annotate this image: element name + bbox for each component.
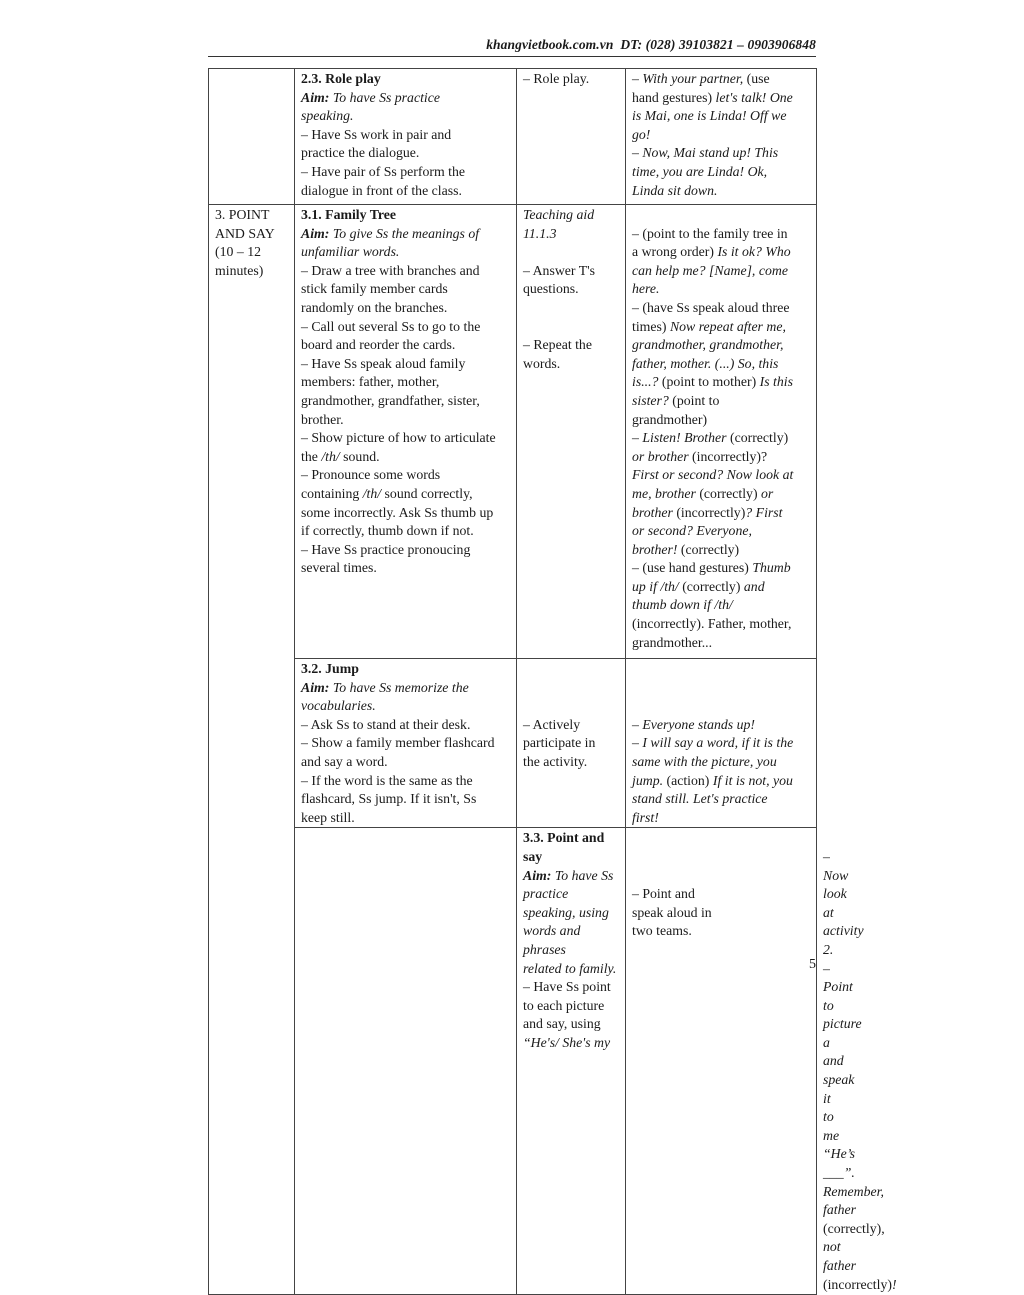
header-phone: DT: (028) 39103821 – 0903906848 [620, 37, 816, 52]
step-line: – Have Ss work in pair and [301, 126, 452, 142]
teacher-line: or brother [632, 448, 689, 464]
step-line: sound. [339, 448, 380, 464]
step-line: – Draw a tree with branches and [301, 262, 480, 278]
teacher-line: (correctly) [677, 541, 740, 557]
step-line: stick family member cards [301, 281, 448, 297]
teacher-line: is...? [632, 374, 659, 390]
table-row-point-and-say: 3.3. Point and say Aim: To have Ss practice speaking, using words and phrases related to family. – Have Ss point to each picture and say, using “He's/ She's my – Point and speak aloud in two teams. – Now look at activity 2. – Point to picture a and speak it to me “He’s ___”. Remember, father (correctly), not father (incorrectly)! [209, 828, 817, 1295]
teacher-line: (correctly) [695, 485, 761, 501]
teacher-line: ? First [745, 504, 783, 520]
teacher-line: Is this [759, 374, 793, 390]
teacher-line: Is it ok? Who [717, 244, 791, 260]
student-cell [517, 69, 626, 205]
student-cell [626, 828, 817, 1295]
student-activity: the activity. [523, 753, 588, 769]
teaching-aid: Teaching aid [523, 207, 595, 222]
teacher-line: – (point to the family tree in [632, 225, 788, 241]
header-rule [208, 56, 816, 57]
teacher-line: can help me? [Name], come [632, 262, 788, 278]
teacher-line: (correctly) [678, 578, 744, 594]
step-line: – Ask Ss to stand at their desk. [301, 716, 471, 732]
lesson-plan-table [208, 68, 897, 1295]
student-cell [517, 659, 626, 828]
teacher-line: father, mother. (...) So, this [632, 355, 779, 371]
teacher-line: or [761, 485, 774, 501]
teacher-line: (action) [663, 772, 713, 788]
step-line: and say, using [523, 1016, 601, 1032]
teacher-line: Now repeat after me, [669, 318, 786, 334]
teacher-line: (incorrectly) [672, 504, 746, 520]
teacher-line: or second? Everyone, [632, 523, 752, 539]
aim-text: vocabularies. [301, 698, 376, 714]
student-activity: questions. [523, 281, 579, 297]
step-line: – If the word is the same as the [301, 772, 473, 788]
step-line: – Show a family member flashcard [301, 735, 495, 751]
step-line: the [301, 448, 322, 464]
step-line: sound correctly, [381, 485, 473, 501]
teacher-line: – With your partner, [632, 71, 744, 86]
aim-text: To have Ss practice [523, 867, 614, 902]
teacher-line: brother! [632, 541, 678, 557]
teacher-line: me, brother [632, 485, 696, 501]
student-activity: – Actively [523, 716, 581, 732]
teacher-line: brother [632, 504, 673, 520]
procedure-cell [295, 205, 517, 659]
teacher-line: and [743, 578, 765, 594]
student-activity: speak aloud in [632, 904, 712, 920]
teacher-line: go! [632, 126, 651, 142]
activity-title: 3.3. Point and say [523, 830, 605, 864]
step-line: grandmother, grandfather, sister, [301, 392, 480, 408]
step-line: – Have Ss speak aloud family [301, 355, 466, 371]
teacher-line: (use [743, 71, 770, 86]
student-activity: – Answer T's [523, 262, 595, 278]
step-line: members: father, mother, [301, 374, 440, 390]
stage-cell-empty [209, 69, 295, 205]
student-activity: words. [523, 355, 561, 371]
step-line: – Pronounce some words [301, 467, 441, 483]
teacher-line: Thumb [752, 560, 791, 576]
step-line: if correctly, thumb down if not. [301, 523, 474, 539]
activity-title: 2.3. Role play [301, 71, 381, 86]
step-line: randomly on the branches. [301, 299, 448, 315]
aim-text: To have Ss memorize the [329, 679, 469, 695]
teacher-line: a wrong order) [632, 244, 718, 260]
student-cell [517, 205, 626, 659]
aim-label: Aim: [301, 89, 330, 105]
aim-label: Aim: [301, 225, 330, 241]
step-line: practice the dialogue. [301, 145, 420, 161]
student-activity: participate in [523, 735, 596, 751]
teacher-cell [626, 205, 817, 659]
stage-name: AND SAY [215, 225, 275, 241]
teacher-line: (point to mother) [658, 374, 760, 390]
teacher-line: times) [632, 318, 670, 334]
teacher-line: – Everyone stands up! [632, 716, 755, 732]
teacher-line: – Now, Mai stand up! This [632, 145, 779, 161]
student-activity: – Point and [632, 886, 695, 902]
teacher-line: (point to [668, 392, 720, 408]
teacher-line: same with the picture, you [632, 753, 777, 769]
step-line: several times. [301, 560, 377, 576]
stage-name: 3. POINT [215, 207, 270, 222]
step-line: keep still. [301, 809, 355, 825]
stage-cell-empty [295, 828, 517, 1295]
step-line: – Have Ss point to each picture [523, 979, 611, 1013]
student-activity: – Repeat the [523, 337, 592, 353]
stage-duration: minutes) [215, 262, 264, 278]
teacher-line: If it is not, you [712, 772, 793, 788]
teacher-line: – Listen! Brother [632, 430, 727, 446]
teacher-line: (incorrectly)? [688, 448, 768, 464]
teacher-line: first! [632, 809, 659, 825]
procedure-cell [295, 659, 517, 828]
table-row-jump [209, 659, 817, 828]
step-line: flashcard, Ss jump. If it isn't, Ss [301, 791, 477, 807]
step-line: board and reorder the cards. [301, 337, 456, 353]
teacher-line: – (use hand gestures) [632, 560, 753, 576]
stage-cell [209, 205, 295, 1295]
teacher-cell [626, 69, 817, 205]
step-line: brother. [301, 411, 344, 427]
page-header [380, 37, 816, 53]
aim-text: speaking, using words and phrases [523, 904, 609, 957]
teacher-line: up if /th/ [632, 578, 679, 594]
step-line: /th/ [362, 485, 382, 501]
step-line: dialogue in front of the class. [301, 182, 462, 198]
procedure-cell [295, 69, 517, 205]
step-line: /th/ [321, 448, 340, 464]
teacher-line: (correctly) [726, 430, 789, 446]
teacher-line: First or second? Now look at [632, 467, 794, 483]
activity-title: 3.1. Family Tree [301, 207, 397, 222]
teacher-cell [626, 659, 817, 828]
teacher-line: is Mai, one is Linda! Off we [632, 108, 787, 124]
step-line: – Call out several Ss to go to the [301, 318, 481, 334]
step-line: “He's/ She's my [523, 1034, 611, 1050]
step-line: containing [301, 485, 363, 501]
aim-text: speaking. [301, 108, 354, 124]
step-line: and say a word. [301, 753, 388, 769]
page-number: 5 [809, 957, 816, 972]
teacher-line: jump. [632, 772, 664, 788]
teacher-line: sister? [632, 392, 669, 408]
step-line: some incorrectly. Ask Ss thumb up [301, 504, 494, 520]
activity-title: 3.2. Jump [301, 661, 359, 676]
aim-text: unfamiliar words. [301, 244, 400, 260]
stage-duration: (10 – 12 [215, 244, 261, 260]
teacher-line: (correctly), [823, 1220, 885, 1236]
step-line: – Have pair of Ss perform the [301, 163, 465, 179]
teacher-line: here. [632, 281, 660, 297]
teacher-line: grandmother) [632, 411, 708, 427]
step-line: – Have Ss practice pronoucing [301, 541, 471, 557]
teacher-line: – I will say a word, if it is the [632, 735, 794, 751]
teacher-line: Linda sit down. [632, 182, 718, 198]
teacher-line: not father [823, 1239, 856, 1273]
procedure-cell [517, 828, 626, 1295]
teacher-line: ! [891, 1276, 897, 1292]
teacher-line: – (have Ss speak aloud three [632, 299, 790, 315]
teacher-line: thumb down if /th/ [632, 597, 733, 613]
teacher-line: (incorrectly) [823, 1276, 892, 1292]
teacher-line: Remember, father [823, 1183, 884, 1218]
teacher-line: grandmother, grandmother, [632, 337, 784, 353]
aim-label: Aim: [301, 679, 330, 695]
teacher-line: (incorrectly). Father, mother, [632, 616, 792, 632]
teacher-line: time, you are Linda! Ok, [632, 163, 768, 179]
header-site: khangvietbook.com.vn [486, 37, 614, 52]
teaching-aid-code: 11.1.3 [523, 225, 557, 241]
step-line: – Show picture of how to articulate [301, 430, 496, 446]
teacher-line: stand still. Let's practice [632, 791, 768, 807]
table-row-family-tree [209, 205, 817, 659]
aim-label: Aim: [523, 867, 552, 883]
teacher-line: hand gestures) [632, 89, 716, 105]
student-activity: – Role play. [523, 71, 590, 86]
table-row-role-play [209, 69, 817, 205]
teacher-line: grandmother... [632, 634, 713, 650]
aim-text: To give Ss the meanings of [329, 225, 480, 241]
teacher-line: let's talk! One [715, 89, 793, 105]
aim-text: related to family. [523, 960, 617, 976]
student-activity: two teams. [632, 923, 692, 939]
aim-text: To have Ss practice [329, 89, 440, 105]
